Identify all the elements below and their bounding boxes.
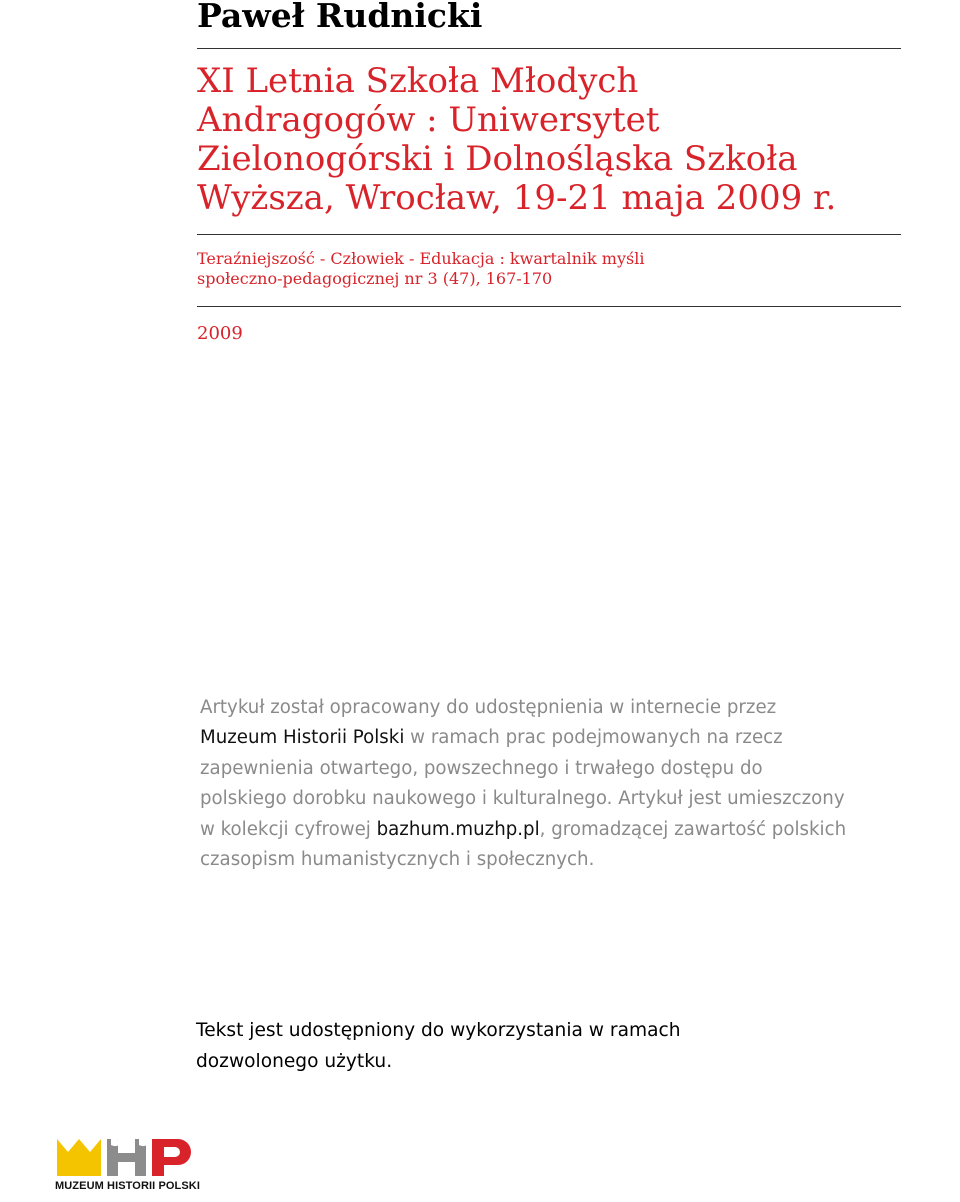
title-line: Andragogów : Uniwersytet: [197, 100, 660, 140]
source-line: Teraźniejszość - Człowiek - Edukacja : kwartalnik myśli: [197, 249, 645, 268]
notice-line: zapewnienia otwartego, powszechnego i trwałego dostępu do: [200, 757, 763, 779]
usage-line: Tekst jest udostępniony do wykorzystania w ramach: [196, 1020, 681, 1041]
title-line: Wyższa, Wrocław, 19-21 maja 2009 r.: [197, 178, 837, 218]
publication-year: 2009: [197, 323, 243, 344]
title-line: XI Letnia Szkoła Młodych: [197, 61, 639, 101]
divider: [197, 48, 901, 49]
usage-line: dozwolonego użytku.: [196, 1051, 393, 1072]
article-title: [197, 62, 897, 218]
bazhum-link[interactable]: bazhum.muzhp.pl: [376, 818, 540, 840]
source-line: społeczno-pedagogicznej nr 3 (47), 167-170: [197, 269, 553, 288]
author-name: Paweł Rudnicki: [197, 0, 483, 35]
notice-line: w kolekcji cyfrowej: [200, 818, 377, 840]
journal-source: [197, 249, 897, 289]
divider: [197, 306, 901, 307]
availability-notice: [200, 693, 900, 875]
notice-line: Artykuł został opracowany do udostępnienia w internecie przez: [200, 697, 777, 718]
title-line: Zielonogórski i Dolnośląska Szkoła: [197, 139, 798, 179]
notice-line: , gromadzącej zawartość polskich: [539, 818, 847, 840]
notice-line: w ramach prac podejmowanych na rzecz: [404, 727, 783, 749]
divider: [197, 234, 901, 235]
notice-line: polskiego dorobku naukowego i kulturalnego. Artykuł jest umieszczony: [200, 788, 845, 810]
notice-line: czasopism humanistycznych i społecznych.: [200, 849, 595, 871]
logo-caption: MUZEUM HISTORII POLSKI: [55, 1180, 201, 1192]
usage-notice: [196, 1015, 796, 1077]
museum-link[interactable]: Muzeum Historii Polski: [200, 727, 405, 749]
